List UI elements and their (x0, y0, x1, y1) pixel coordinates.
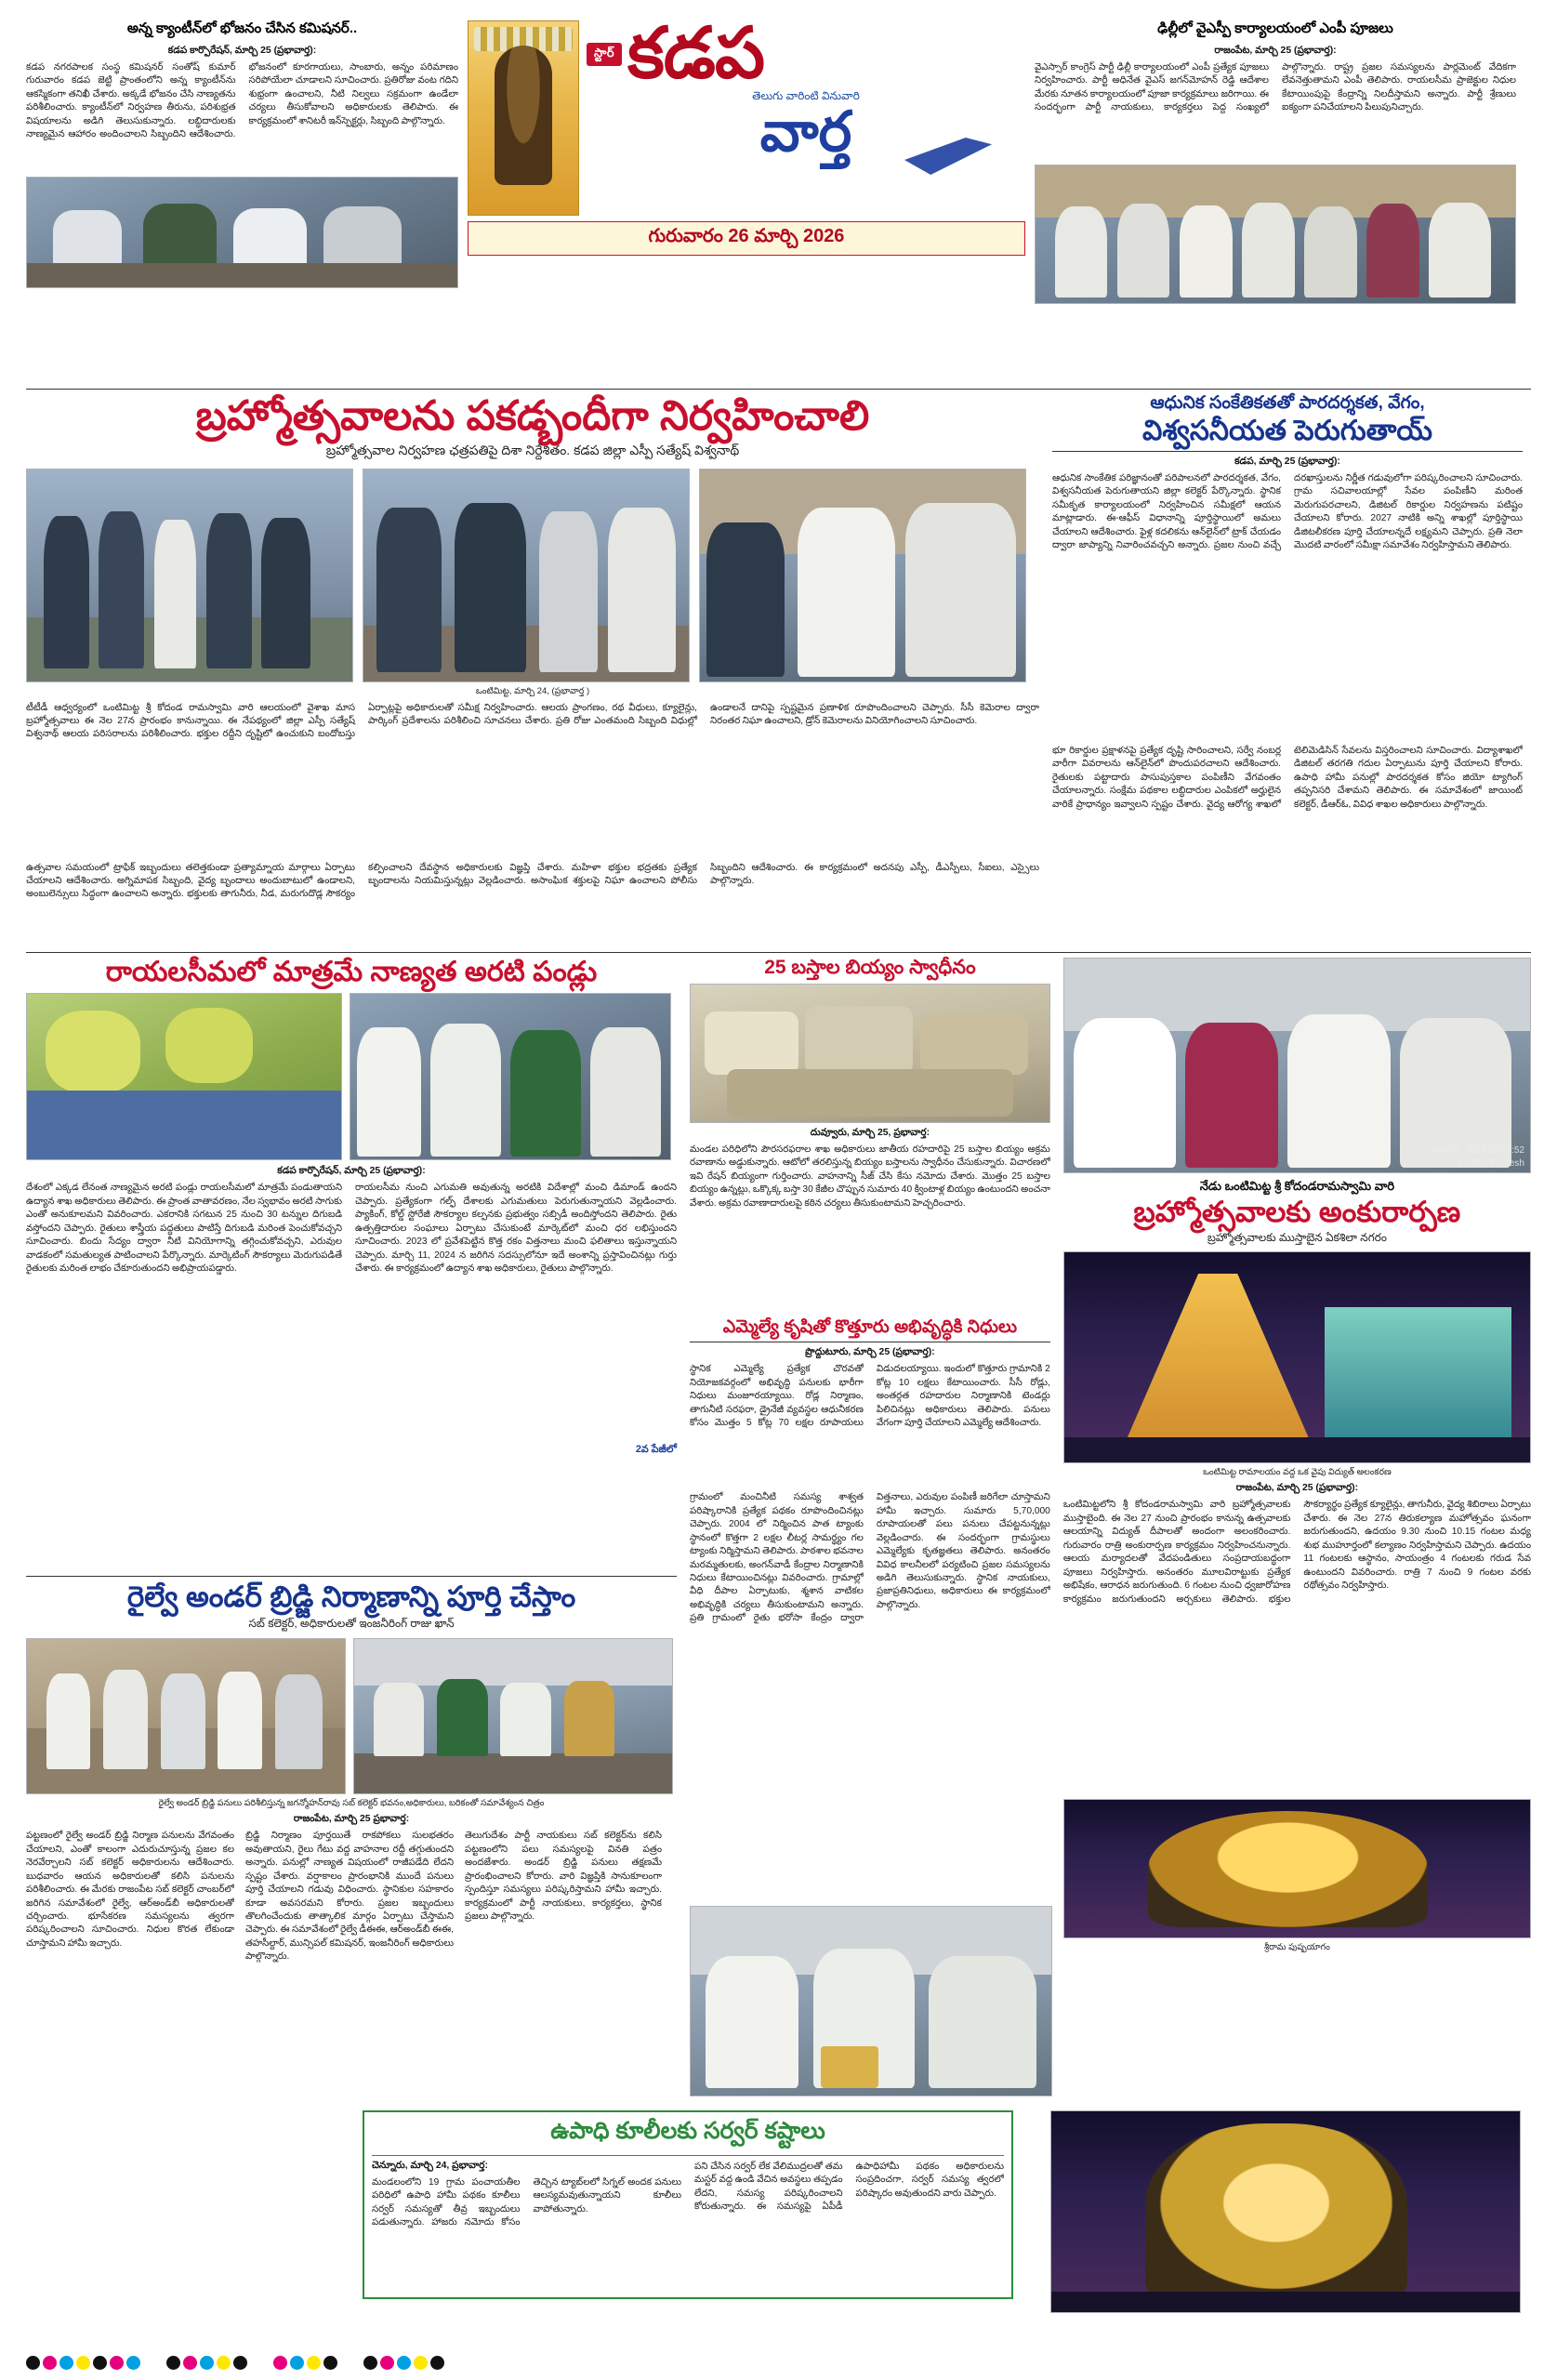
rice-body: మండల పరిధిలోని పౌరసరఫరాల శాఖ అధికారులు జాతీయ రహదారిపై 25 బస్తాల బియ్యం అక్రమ రవాణాను అడ్డుకున్నారు. ఆటోలో తరలిస్తున్న బియ్యం బస్తాలను స్వాధీనం చేసుకున్నారు. విచారణలో ఇవి రేషన్ బియ్యంగా గుర్తించారు. వాహనాన్ని సీజ్ చేసి కేసు నమోదు చేశారు. మొత్తం 25 బస్తాల బియ్యం ఉన్నట్లు, ఒక్కొక్క బస్తా 30 కేజీల చొప్పున సుమారు 40 క్వింటాళ్ల బియ్యం ఉంటుందని అంచనా వేశారు. అక్రమ రవాణాదారులపై కఠిన చర్యలు తీసుకుంటామని హెచ్చరించారు. (690, 1144, 1050, 1209)
photo-bridge-site-visit (26, 1638, 346, 1794)
mla-body-1: స్థానిక ఎమ్మెల్యే ప్రత్యేక చొరవతో నియోజకవర్గంలో అభివృద్ధి పనులకు భారీగా నిధులు మంజూరయ్యాయి. రోడ్ల నిర్మాణం, తాగునీటి సరఫరా, డ్రైనేజీ వ్యవస్థల ఆధునీకరణ కోసం మొత్తం 5 కోట్ల 70 లక్షల రూపాయలు విడుదలయ్యాయి. ఇందులో కొత్తూరు గ్రామానికి 2 కోట్ల 10 లక్షలు కేటాయించారు. సీసీ రోడ్లు, అంతర్గత రహదారుల నిర్మాణానికి టెండర్లు పిలిచినట్లు అధికారులు తెలిపారు. పనులు వేగంగా పూర్తి చేయాలని ఎమ్మెల్యే ఆదేశించారు. (690, 1364, 1050, 1429)
upadhi-headline: ఉపాధి కూలీలకు సర్వర్ కష్టాలు (550, 2118, 825, 2144)
photo-location-watermark: Andhra Pradesh (1457, 1157, 1524, 1169)
rice-mla-column (690, 958, 1050, 1954)
photo-delhi-office-pooja (1035, 165, 1516, 304)
divider-1 (26, 389, 1531, 390)
masthead (26, 14, 1531, 385)
photo-subcollector-meeting (353, 1638, 673, 1794)
railway-headline: రైల్వే అండర్ బ్రిడ్జి నిర్మాణాన్ని పూర్తి చేస్తాం (126, 1580, 576, 1613)
right-kicker: ఢిల్లీలో వైఎస్పీ కార్యాలయంలో ఎంపీ పూజలు (1157, 20, 1393, 36)
photo-banana-market (26, 993, 342, 1160)
sitaar-badge: స్టార్ (587, 43, 622, 66)
mla-body-2: గ్రామంలో మంచినీటి సమస్య శాశ్వత పరిష్కారానికి ప్రత్యేక పథకం రూపొందించినట్లు చెప్పారు. 2004 లో నిర్మించిన పాత ట్యాంకు స్థానంలో కొత్తగా 2 లక్షల లీటర్ల సామర్థ్యం గల ట్యాంకు నిర్మిస్తామని తెలిపారు. పాఠశాల భవనాల మరమ్మతులకు, అంగన్‌వాడీ కేంద్రాల నిర్మాణానికి నిధులు కేటాయించినట్లు వివరించారు. గ్రామాల్లో వీధి దీపాల ఏర్పాటుకు, శ్మశాన వాటికల అభివృద్ధికి చర్యలు తీసుకుంటామని అన్నారు. ప్రతి గ్రామంలో రైతు భరోసా కేంద్రం ద్వారా విత్తనాలు, ఎరువుల పంపిణీ జరిగేలా చూస్తామని హామీ ఇచ్చారు. సుమారు 5,70,000 రూపాయలతో పలు పనులు చేపట్టనున్నట్లు వెల్లడించారు. ఈ సందర్భంగా గ్రామస్థులు ఎమ్మెల్యేకు కృతజ్ఞతలు తెలిపారు. అనంతరం వివిధ కాలనీలలో పర్యటించి ప్రజల సమస్యలను అడిగి తెలుసుకున్నారు. స్థానిక నాయకులు, ప్రజాప్రతినిధులు, అధికారులు ఈ కార్యక్రమంలో పాల్గొన్నారు. (690, 1492, 1050, 1624)
colorbar-group-4 (363, 2356, 444, 2371)
tech-headline-line2: విశ్వసనీయత పెరుగుతాయ్ (1142, 415, 1432, 446)
tech-dateline: కడప, మార్చి 25 (ప్రభావార్త): (1234, 456, 1340, 467)
pushpayagam-caption: శ్రీరామ పుష్పయాగం (1263, 1941, 1330, 1952)
photo-timestamp-watermark: Mar 25, 2026 10:29:52 (1431, 1144, 1524, 1156)
divider-2 (26, 952, 1531, 953)
lead-story (26, 394, 1039, 947)
colorbar-group-3 (273, 2356, 337, 2371)
brand-title: కడప (627, 14, 765, 93)
left-body: కడప నగరపాలక సంస్థ కమిషనర్ సంతోష్‌ కుమార్ గురువారం కడప జెట్టి ప్రాంతంలోని అన్న క్యాంటీన్‌ను ఆకస్మికంగా తనిఖీ చేశారు. అక్కడే భోజనం చేసి నాణ్యతను పరిశీలించారు. క్యాంటీన్‌లో నిర్వహణ తీరును, పరిశుభ్రత విషయాలను అడిగి తెలుసుకున్నారు. లబ్ధిదారులకు నాణ్యమైన ఆహారం అందించాలని సిబ్బందిని ఆదేశించారు. భోజనంలో కూరగాయలు, సాంబారు, అన్నం పరిమాణం సరిపోయేలా చూడాలని సూచించారు. ప్రతిరోజు వంట గదిని శుభ్రంగా ఉంచాలని, నీటి నిల్వలు సక్రమంగా ఉండేలా చర్యలు తీసుకోవాలని అధికారులకు తెలిపారు. ఈ కార్యక్రమంలో శానిటరీ ఇన్‌స్పెక్టర్లు, సిబ్బంది పాల్గొన్నారు. (26, 62, 458, 140)
photo-press-meet (690, 1906, 1052, 2096)
tech-story (1052, 394, 1523, 947)
lead-caption: ఒంటిమిట్ట, మార్చి 24, (ప్రభావార్త ) (475, 684, 590, 695)
lead-subhead: బ్రహ్మోత్సవాల నిర్వహణ ఛత్రపతిపై దిశా నిర్దేశితం. కడప జిల్లా ఎస్పీ సత్యేష్ విశ్వనాథ్ (325, 442, 740, 457)
railway-subhead: సబ్ కలెక్టర్, అధికారులతో ఇంజనీరింగ్ రాజు ఖాన్ (248, 1617, 455, 1631)
colorbar-group-1 (26, 2356, 140, 2371)
upadhi-box (363, 2110, 1013, 2299)
upadhi-col-2: పని చేసిన సర్వర్ లేక వేలిముద్రలతో తమ మస్టర్ వద్ద ఉండి వేచిన అవస్థలు తప్పడం లేదని, సమస్య పరిష్కరించాలని కోరుతున్నారు. ఈ సమస్యపై ఏపీడీ ఉపాధిహామీ పథకం అధికారులను సంప్రదించగా, సర్వర్ సమస్య త్వరలో పరిష్కారం అవుతుందని వారు చెప్పారు. (694, 2162, 1004, 2213)
ankurarpana-kicker: నేడు ఒంటిమిట్ట శ్రీ కోదండరామస్వామి వారి (1199, 1178, 1395, 1193)
banana-col-2: రాయలసీమ నుంచి ఎగుమతి అవుతున్న అరటికి విదేశాల్లో మంచి డిమాండ్ ఉందని చెప్పారు. ప్రత్యేకంగా గల్ఫ్ దేశాలకు ఎగుమతులు పెరుగుతున్నాయని వెల్లడించారు. ప్యాకింగ్, కోల్డ్ స్టోరేజీ సౌకర్యాల కల్పనకు ప్రభుత్వం సబ్సిడీ అందిస్తోందని తెలిపారు. రైతు ఉత్పత్తిదారుల సంఘాలు ఏర్పాటు చేసుకుంటే మార్కెట్‌లో మంచి ధర లభిస్తుందని సూచించారు. 2023 లో ప్రవేశపెట్టిన కొత్త రకం విత్తనాలు మంచి ఫలితాలు ఇస్తున్నాయని చెప్పారు. మార్చి 11, 2024 న జరిగిన సదస్సులోనూ ఇదే అంశాన్ని ప్రస్తావించినట్లు గుర్తు చేశారు. ఈ కార్యక్రమంలో ఉద్యాన శాఖ అధికారులు, రైతులు పాల్గొన్నారు. (355, 1183, 677, 1275)
masthead-right-story (1035, 20, 1516, 304)
continued-tag: 2వ పేజీలో (635, 1444, 677, 1456)
railway-col-2: బ్రిడ్జి నిర్మాణం పూర్తయితే రాకపోకలు సులభతరం అవుతాయని, రైలు గేటు వద్ద వాహనాల రద్దీ తగ్గుతుందని అన్నారు. పనుల్లో నాణ్యత విషయంలో రాజీపడేది లేదని స్పష్టం చేశారు. వర్షాకాలం ప్రారంభానికి ముందే పనులు పూర్తి చేయాలని గడువు విధించారు. స్థానికుల సహకారం కూడా అవసరమని కోరారు. ప్రజల ఇబ్బందులు తొలగించేందుకు తాత్కాలిక మార్గం ఏర్పాటు చేస్తామని చెప్పారు. ఈ సమావేశంలో రైల్వే డీఈఈ, ఆర్‌అండ్‌బీ ఈఈ, తహసీల్దార్, మున్సిపల్ కమిషనర్, ఇంజనీరింగ్ అధికారులు పాల్గొన్నారు. (245, 1831, 454, 1963)
left-dateline: కడప కార్పొరేషన్, మార్చి 25 (ప్రభావార్త): (167, 46, 317, 56)
photo-temple-night (1050, 2110, 1521, 2313)
ankurarpana-dateline: రాజంపేట, మార్చి 25 (ప్రభావార్త): (1235, 1483, 1359, 1494)
photo-banana-officials (350, 993, 671, 1160)
railway-col-1: పట్టణంలో రైల్వే అండర్ బ్రిడ్జి నిర్మాణ పనులను వేగవంతం చేయాలని, ఎంతో కాలంగా ఎదురుచూస్తున్న ప్రజల కల నెరవేర్చాలని సబ్ కలెక్టర్ అధికారులను ఆదేశించారు. బుధవారం ఆయన అధికారులతో కలిసి పనులను పరిశీలించారు. ఈ మేరకు రాజంపేట సబ్ కలెక్టర్ చాంబర్‌లో జరిగిన సమావేశంలో రైల్వే, ఆర్‌అండ్‌బీ అధికారులతో చర్చించారు. భూసేకరణ సమస్యలను త్వరగా పరిష్కరించాలని సూచించారు. నిధుల కొరత లేకుండా చూస్తామని హామీ ఇచ్చారు. (26, 1831, 234, 1949)
photo-commissioner-canteen (26, 177, 458, 288)
upadhi-col-1: మండలంలోని 19 గ్రామ పంచాయతీల పరిధిలో ఉపాధి హామీ పథకం కూలీలు సర్వర్ సమస్యతో తీవ్ర ఇబ్బందులు పడుతున్నారు. హాజరు నమోదు కోసం తెచ్చిన ట్యాబ్‌లలో సిగ్నల్ అందక పనులు ఆలస్యమవుతున్నాయని కూలీలు వాపోతున్నారు. (372, 2177, 681, 2228)
photo-ration-inspection (1063, 958, 1531, 1173)
railway-dateline: రాజంపేట, మార్చి 25 ప్రభావార్త: (293, 1814, 410, 1825)
photo-sp-inspection-2 (363, 469, 690, 682)
photo-sp-inspection-3 (699, 469, 1026, 682)
lead-headline: బ్రహ్మోత్సవాలను పకడ్బందీగా నిర్వహించాలి (195, 393, 870, 439)
brand-tagline: తెలుగు వారింటి వినువారి (752, 89, 860, 103)
banana-headline: రాయలసీమలో మాత్రమే నాణ్యత అరటి పండ్లు (105, 956, 598, 987)
rice-dateline: దువ్వూరు, మార్చి 25, ప్రభావార్త: (810, 1127, 930, 1138)
railway-caption: రైల్వే అండర్ బ్రిడ్జి పనులు పరిశీలిస్తున్న జగన్మోహన్‌రావు సబ్ కలెక్టర్ భవనం,అధికారులు, బరికంతో సమావేశ్యంన చిత్రం (158, 1797, 545, 1808)
masthead-logo (468, 14, 1025, 256)
photo-sp-inspection-1 (26, 469, 353, 682)
colorbar-group-2 (166, 2356, 247, 2371)
rice-headline: 25 బస్తాల బియ్యం స్వాధీనం (764, 956, 976, 978)
print-registration-bar (26, 2356, 1531, 2371)
ankurarpana-caption: ఒంటిమిట్ట రామాలయం వద్ద ఒక వైపు విద్యుత్ అలంకరణ (1203, 1466, 1392, 1477)
upadhi-dateline: చెన్నూరు, మార్చి 24, ప్రభావార్త: (372, 2161, 488, 2171)
mla-headline: ఎమ్మెల్యే కృషితో కొత్తూరు అభివృద్ధికి నిధులు (722, 1316, 1018, 1337)
bottom-temple-block (1050, 2110, 1521, 2313)
right-dateline: రాజంపేట, మార్చి 25 (ప్రభావార్త): (1214, 46, 1337, 56)
photo-pushpayagam (1063, 1799, 1531, 1938)
tech-body-1: ఆధునిక సాంకేతిక పరిజ్ఞానంతో పరిపాలనలో పారదర్శకత, వేగం, విశ్వసనీయత పెరుగుతాయని జిల్లా కలెక్టర్ పేర్కొన్నారు. స్థానిక సమీకృత కార్యాలయంలో నిర్వహించిన సమీక్షలో ఆయన మాట్లాడారు. ఈ-ఆఫీస్ విధానాన్ని పూర్తిస్థాయిలో అమలు చేయాలని ఆదేశించారు. ఫైళ్ల కదలికను ఆన్‌లైన్‌లో ట్రాక్ చేయడం ద్వారా జాప్యాన్ని నివారించవచ్చని అన్నారు. ప్రజల నుంచి వచ్చే దరఖాస్తులను నిర్ణీత గడువులోగా పరిష్కరించాలని సూచించారు. గ్రామ సచివాలయాల్లో సేవల పంపిణీని మరింత మెరుగుపరచాలని, డిజిటల్ రికార్డుల నిర్వహణను పటిష్టం చేయాలని కోరారు. 2027 నాటికి అన్ని శాఖల్లో పూర్తిస్థాయి డిజిటలీకరణ పూర్తి చేయాలన్నదే లక్ష్యమని చెప్పారు. ప్రతి నెలా మొదటి వారంలో సమీక్షా సమావేశం నిర్వహిస్తామని తెలిపారు. (1052, 472, 1523, 551)
press-meet-block (690, 1906, 1052, 2096)
banana-col-1: దేశంలో ఎక్కడ లేనంత నాణ్యమైన అరటి పండ్లు రాయలసీమలో మాత్రమే పండుతాయని ఉద్యాన శాఖ అధికారులు తెలిపారు. ఈ ప్రాంత వాతావరణం, నేల స్వభావం అరటి సాగుకు ఎంతో అనుకూలమని వివరించారు. ఎకరానికి సగటున 25 నుంచి 30 టన్నుల దిగుబడి వస్తోందని చెప్పారు. రైతులు శాస్త్రీయ పద్ధతులు పాటిస్తే దిగుబడి మరింత పెంచుకోవచ్చని సూచించారు. బిందు సేద్యం ద్వారా నీటి వినియోగాన్ని తగ్గించుకోవచ్చని, ఎరువుల వాడకంలో సమతుల్యత పాటించాలని పేర్కొన్నారు. మార్కెటింగ్ సౌకర్యాలు మెరుగుపడితే రైతులకు మరింత లాభం చేకూరుతుందని అభిప్రాయపడ్డారు. (26, 1183, 342, 1275)
left-kicker: అన్న క్యాంటీన్‌లో భోజనం చేసిన కమిషనర్.. (126, 20, 358, 36)
lead-body-2: ఉత్సవాల సమయంలో ట్రాఫిక్ ఇబ్బందులు తలెత్తకుండా ప్రత్యామ్నాయ మార్గాలు ఏర్పాటు చేయాలని ఆదేశించారు. అగ్నిమాపక సిబ్బంది, వైద్య బృందాలు అందుబాటులో ఉండాలని, అంబులెన్సులు సిద్ధంగా ఉంచాలని అన్నారు. భక్తులకు తాగునీరు, నీడ, మరుగుదొడ్ల సౌకర్యం కల్పించాలని దేవస్థాన అధికారులకు విజ్ఞప్తి చేశారు. మహిళా భక్తుల భద్రతకు ప్రత్యేక బృందాలను నియమిస్తున్నట్లు వెల్లడించారు. అసాంఘిక శక్తులపై నిఘా ఉంచాలని పోలీసు సిబ్బందిని ఆదేశించారు. ఈ కార్యక్రమంలో అదనపు ఎస్పీ, డీఎస్పీలు, సీఐలు, ఎస్సైలు పాల్గొన్నారు. (26, 862, 1039, 900)
photo-temple-illumination (1063, 1251, 1531, 1463)
right-body: వైఎస్సార్‌ కాంగ్రెస్ పార్టీ ఢిల్లీ కార్యాలయంలో ఎంపీ ప్రత్యేక పూజలు నిర్వహించారు. పార్టీ అధినేత వైఎస్ జగన్‌మోహన్‌ రెడ్డి ఆదేశాల మేరకు నూతన కార్యాలయంలో పూజా కార్యక్రమాలు జరిగాయి. ఈ సందర్భంగా పార్టీ నాయకులు, కార్యకర్తలు పెద్ద సంఖ్యలో పాల్గొన్నారు. రాష్ట్ర ప్రజల సమస్యలను పార్లమెంట్ వేదికగా లేవనెత్తుతామని ఎంపీ తెలిపారు. రాయలసీమ ప్రాజెక్టుల నిధుల కేటాయింపుపై కేంద్రాన్ని నిలదీస్తామని అన్నారు. పార్టీ శ్రేణులు ఐక్యంగా పనిచేయాలని పిలుపునిచ్చారు. (1035, 62, 1516, 113)
tech-body-2: భూ రికార్డుల ప్రక్షాళనపై ప్రత్యేక దృష్టి సారించాలని, సర్వే నంబర్ల వారీగా వివరాలను ఆన్‌లైన్‌లో పొందుపరచాలని ఆదేశించారు. రైతులకు పట్టాదారు పాసుపుస్తకాల పంపిణీని వేగవంతం చేయాలన్నారు. సంక్షేమ పథకాల లబ్ధిదారుల ఎంపికలో అర్హులైన వారికే ప్రాధాన్యం ఇవ్వాలని స్పష్టం చేశారు. వైద్య ఆరోగ్య శాఖలో టెలిమెడిసిన్ సేవలను విస్తరించాలని సూచించారు. విద్యాశాఖలో డిజిటల్ తరగతి గదుల ఏర్పాటును పూర్తి చేయాలని కోరారు. ఉపాధి హామీ పనుల్లో పారదర్శకత కోసం జియో ట్యాగింగ్ తప్పనిసరి చేశామని తెలిపారు. ఈ సమావేశంలో జాయింట్ కలెక్టర్, డీఆర్‌ఓ, వివిధ శాఖల అధికారులు పాల్గొన్నారు. (1052, 745, 1523, 810)
ankurarpana-body: ఒంటిమిట్టలోని శ్రీ కోదండరామస్వామి వారి బ్రహ్మోత్సవాలకు ముస్తాబైంది. ఈ నెల 27 నుంచి ప్రారంభం కానున్న ఉత్సవాలకు ఆలయాన్ని విద్యుత్ దీపాలతో అందంగా అలంకరించారు. గురువారం రాత్రి అంకురార్పణ కార్యక్రమం నిర్వహించనున్నారు. ఆలయ మర్యాదలతో వేదపండితులు సంప్రదాయబద్ధంగా పూజలు నిర్వహిస్తారు. అనంతరం మూలవిరాట్టుకు ప్రత్యేక అభిషేకం, ఆరాధన జరుగుతుంది. 6 గంటల నుంచి ధ్వజారోహణ కార్యక్రమం జరుగుతుందని అర్చకులు తెలిపారు. భక్తుల సౌకర్యార్థం ప్రత్యేక క్యూలైన్లు, తాగునీరు, వైద్య శిబిరాలు ఏర్పాటు చేశారు. ఈ నెల 27న తిరుకల్యాణ మహోత్సవం ఘనంగా జరుగుతుందని, ఉదయం 9.30 నుంచి 10.15 గంటల మధ్య శుభ ముహూర్తంలో కల్యాణం నిర్వహిస్తామని చెప్పారు. ఉదయం 11 గంటలకు ఆస్థానం, సాయంత్రం 4 గంటలకు గరుడ సేవ ఉంటుందని వివరించారు. రాత్రి 7 నుంచి 9 గంటల వరకు రథోత్సవం నిర్వహిస్తారు. (1062, 1500, 1531, 1605)
ankurarpana-headline: బ్రహ్మోత్సవాలకు అంకురార్పణ (1133, 1195, 1461, 1228)
deity-image (468, 20, 579, 216)
garland-decor (474, 27, 573, 51)
banana-dateline: కడప కార్పొరేషన్, మార్చి 25 (ప్రభావార్త): (277, 1166, 426, 1177)
tech-headline-line1: ఆధునిక సంకేతికతతో పారదర్శకత, వేగం, (1150, 393, 1425, 413)
ankurarpana-subhead: బ్రహ్మోత్సవాలకు ముస్తాబైన ఏకశిలా నగరం (1207, 1231, 1387, 1245)
brand-subtitle: వార్త (759, 100, 852, 164)
band-lead (26, 394, 1531, 947)
lead-body-1: టీటీడీ ఆధ్వర్యంలో ఒంటిమిట్ట శ్రీ కోదండ రామస్వామి వారి ఆలయంలో వైశాఖ మాస బ్రహ్మోత్సవాలు ఈ నెల 27న ప్రారంభం కానున్నాయి. ఈ నేపథ్యంలో జిల్లా ఎస్పీ సత్యేష్ విశ్వనాథ్ ఆలయ పరిసరాలను పరిశీలించారు. భక్తుల రద్దీని దృష్టిలో ఉంచుకుని బందోబస్తు ఏర్పాట్లపై అధికారులతో సమీక్ష నిర్వహించారు. ఆలయ ప్రాంగణం, రథ వీధులు, క్యూలైన్లు, పార్కింగ్ ప్రదేశాలను పరిశీలించి సూచనలు చేశారు. ప్రతి రోజు ఎంతమంది సిబ్బంది విధుల్లో ఉండాలనే దానిపై స్పష్టమైన ప్రణాళిక రూపొందించాలని చెప్పారు. సీసీ కెమెరాల ద్వారా నిరంతర నిఘా ఉంచాలని, డ్రోన్ కెమెరాలను వినియోగించాలని సూచించారు. (26, 702, 1039, 740)
mla-dateline: ప్రొద్దుటూరు, మార్చి 25 (ప్రభావార్త): (805, 1347, 935, 1358)
masthead-left-story (26, 20, 458, 288)
date-bar: గురువారం 26 మార్చి 2026 (468, 221, 1025, 256)
photo-seized-rice-bags (690, 984, 1050, 1123)
railway-col-3: తెలుగుదేశం పార్టీ నాయకులు సబ్ కలెక్టర్‌ను కలిసి పట్టణంలోని పలు సమస్యలపై వినతి పత్రం అందజేశారు. అండర్ బ్రిడ్జి పనులు తక్షణమే ప్రారంభించాలని కోరారు. వారి విజ్ఞప్తికి సానుకూలంగా స్పందిస్తూ సమస్యలు పరిష్కరిస్తామని హామీ ఇచ్చారు. కార్యక్రమంలో పార్టీ నాయకులు, కార్యకర్తలు, స్థానిక ప్రజలు పాల్గొన్నారు. (465, 1831, 662, 1922)
ankurarpana-column (1063, 958, 1531, 1954)
